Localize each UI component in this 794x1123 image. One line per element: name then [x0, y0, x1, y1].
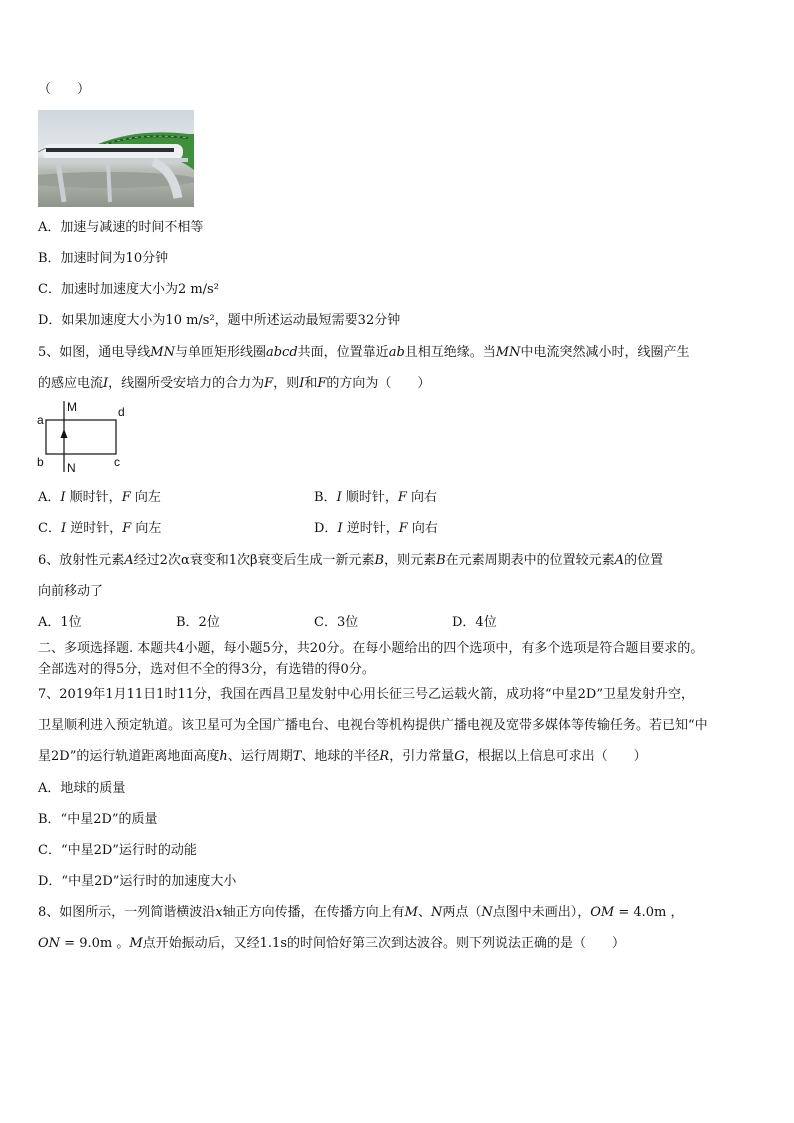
- q8-stem-line1: 8、如图所示，一列简谐横波沿x轴正方向传播，在传播方向上有M、N两点（N点图中未画出），OM = 4.0m ，: [38, 905, 684, 920]
- q5-stem-line1: 5、如图，通电导线MN与单匝矩形线圈abcd共面，位置靠近ab且相互绝缘。当MN中电流突然减小时，线圈产生: [38, 345, 690, 360]
- q6-option-c: C．3位: [314, 615, 359, 630]
- label-n: N: [67, 461, 76, 474]
- q7-stem-line1: 7、2019年1月11日1时11分，我国在西昌卫星发射中心用长征三号乙运载火箭，成功将“中星2D”卫星发射升空，: [38, 687, 694, 702]
- label-c: c: [114, 455, 120, 469]
- q7-stem-line2: 卫星顺利进入预定轨道。该卫星可为全国广播电台、电视台等机构提供广播电视及宽带多媒体等传输任务。若已知“中: [38, 718, 708, 733]
- q7-option-a: A．地球的质量: [38, 781, 126, 796]
- q6-option-a: A．1位: [38, 615, 82, 630]
- coil-rectangle: [46, 420, 116, 454]
- q4-option-a: A．加速与减速的时间不相等: [38, 220, 204, 235]
- q8-stem-line2: ON = 9.0m 。M点开始振动后，又经1.1s的时间恰好第三次到达波谷。则下列说法正确的是（ ）: [38, 936, 626, 951]
- label-b: b: [37, 455, 44, 469]
- label-a: a: [37, 413, 44, 427]
- label-d: d: [118, 405, 125, 419]
- q6-stem-line2: 向前移动了: [38, 584, 104, 599]
- q5-option-b: B．I 顺时针，F 向右: [314, 490, 438, 505]
- maglev-photo: [38, 110, 194, 207]
- q5-stem-line2: 的感应电流I，线圈所受安培力的合力为F，则I和F的方向为（ ）: [38, 376, 431, 391]
- section2-heading: 二、多项选择题. 本题共4小题，每小题5分，共20分。在每小题给出的四个选项中，有多个选项是符合题目要求的。: [38, 641, 704, 656]
- q7-option-d: D．“中星2D”运行时的加速度大小: [38, 874, 237, 889]
- q7-option-b: B．“中星2D”的质量: [38, 812, 158, 827]
- q4-answer-blank: （ ）: [38, 82, 91, 97]
- q7-option-c: C．“中星2D”运行时的动能: [38, 843, 197, 858]
- q5-option-a: A．I 顺时针，F 向左: [38, 490, 161, 505]
- label-m: M: [67, 400, 77, 414]
- q6-option-b: B．2位: [176, 615, 220, 630]
- q4-option-d: D．如果加速度大小为10 m/s²，题中所述运动最短需要32分钟: [38, 313, 401, 328]
- q6-stem-line1: 6、放射性元素A经过2次α衰变和1次β衰变后生成一新元素B，则元素B在元素周期表中的位置较元素A的位置: [38, 553, 664, 568]
- q4-option-b: B．加速时间为10分钟: [38, 251, 169, 266]
- q4-option-c: C．加速时加速度大小为2 m/s²: [38, 282, 219, 297]
- q5-option-c: C．I 逆时针，F 向左: [38, 521, 162, 536]
- q6-option-d: D．4位: [452, 615, 497, 630]
- current-arrow-icon: [61, 429, 68, 438]
- section2-scoring: 全部选对的得5分，选对但不全的得3分，有选错的得0分。: [38, 662, 375, 677]
- q7-stem-line3: 星2D”的运行轨道距离地面高度h、运行周期T、地球的半径R，引力常量G，根据以上信息可求出（ ）: [38, 749, 647, 764]
- q5-option-d: D．I 逆时针，F 向右: [314, 521, 438, 536]
- wire-coil-diagram: [36, 398, 132, 474]
